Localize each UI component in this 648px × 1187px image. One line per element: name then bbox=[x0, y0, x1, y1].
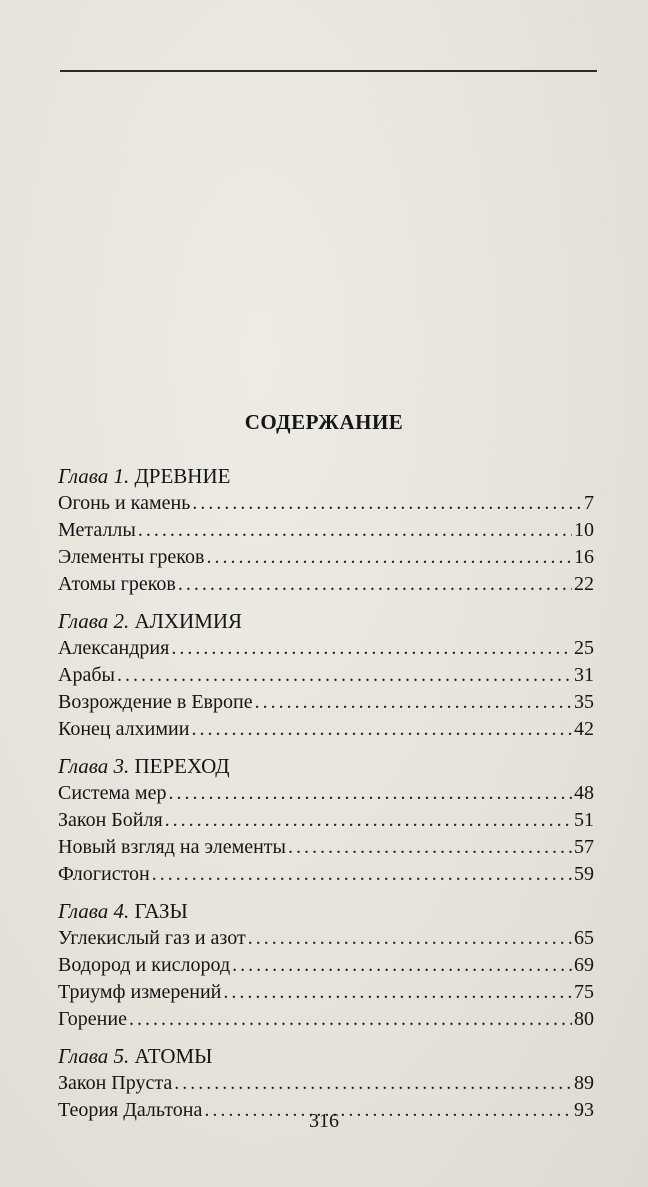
chapter-heading bbox=[58, 607, 594, 635]
toc-entry[interactable] bbox=[58, 780, 594, 807]
chapter-2 bbox=[58, 607, 594, 743]
entry-title: Металлы bbox=[58, 519, 136, 541]
entry-page: 59 bbox=[574, 863, 594, 885]
entry-title: Углекислый газ и азот bbox=[58, 927, 246, 949]
toc-entry[interactable] bbox=[58, 834, 594, 861]
dot-leader bbox=[178, 571, 572, 598]
entry-page: 69 bbox=[574, 954, 594, 976]
entry-page: 42 bbox=[574, 718, 594, 740]
chapter-label: Глава 2. bbox=[58, 609, 130, 633]
toc-title: СОДЕРЖАНИЕ bbox=[244, 410, 404, 434]
entry-title: Флогистон bbox=[58, 863, 150, 885]
dot-leader bbox=[171, 635, 572, 662]
chapter-label: Глава 3. bbox=[58, 754, 130, 778]
entry-page: 35 bbox=[574, 691, 594, 713]
toc-entry[interactable] bbox=[58, 517, 594, 544]
entry-title: Горение bbox=[58, 1008, 127, 1030]
page-number: 316 bbox=[309, 1110, 339, 1132]
dot-leader bbox=[168, 780, 572, 807]
entry-title: Закон Бойля bbox=[58, 809, 163, 831]
entry-page: 57 bbox=[574, 836, 594, 858]
dot-leader bbox=[191, 716, 572, 743]
entry-title: Закон Пруста bbox=[58, 1072, 173, 1094]
dot-leader bbox=[192, 490, 582, 517]
toc-entry[interactable] bbox=[58, 1006, 594, 1033]
entry-page: 7 bbox=[584, 492, 594, 514]
toc-entry[interactable] bbox=[58, 952, 594, 979]
table-of-contents bbox=[58, 462, 594, 1133]
chapter-heading bbox=[58, 1042, 594, 1070]
chapter-name: АТОМЫ bbox=[134, 1044, 213, 1068]
dot-leader bbox=[206, 544, 572, 571]
entry-page: 10 bbox=[574, 519, 594, 541]
chapter-name: ГАЗЫ bbox=[134, 899, 188, 923]
entry-title: Новый взгляд на элементы bbox=[58, 836, 286, 858]
entry-title: Возрождение в Европе bbox=[58, 691, 253, 713]
toc-entry[interactable] bbox=[58, 807, 594, 834]
chapter-1 bbox=[58, 462, 594, 598]
dot-leader bbox=[138, 517, 572, 544]
entry-title: Огонь и камень bbox=[58, 492, 191, 514]
entry-page: 93 bbox=[574, 1099, 594, 1121]
chapter-heading bbox=[58, 752, 594, 780]
entry-page: 80 bbox=[574, 1008, 594, 1030]
entry-page: 25 bbox=[574, 637, 594, 659]
dot-leader bbox=[255, 689, 572, 716]
toc-entry[interactable] bbox=[58, 925, 594, 952]
entry-page: 75 bbox=[574, 981, 594, 1003]
toc-entry[interactable] bbox=[58, 544, 594, 571]
dot-leader bbox=[223, 979, 572, 1006]
toc-entry[interactable] bbox=[58, 689, 594, 716]
dot-leader bbox=[232, 952, 572, 979]
entry-page: 89 bbox=[574, 1072, 594, 1094]
toc-entry[interactable] bbox=[58, 662, 594, 689]
chapter-name: ДРЕВНИЕ bbox=[134, 464, 231, 488]
dot-leader bbox=[117, 662, 572, 689]
chapter-name: АЛХИМИЯ bbox=[134, 609, 243, 633]
toc-entry[interactable] bbox=[58, 490, 594, 517]
entry-title: Теория Дальтона bbox=[58, 1099, 203, 1121]
entry-title: Александрия bbox=[58, 637, 170, 659]
chapter-label: Глава 1. bbox=[58, 464, 130, 488]
toc-entry[interactable] bbox=[58, 571, 594, 598]
entry-page: 48 bbox=[574, 782, 594, 804]
chapter-heading bbox=[58, 897, 594, 925]
chapter-label: Глава 5. bbox=[58, 1044, 130, 1068]
entry-title: Атомы греков bbox=[58, 573, 176, 595]
toc-entry[interactable] bbox=[58, 716, 594, 743]
toc-entry[interactable] bbox=[58, 861, 594, 888]
chapter-3 bbox=[58, 752, 594, 888]
entry-page: 16 bbox=[574, 546, 594, 568]
entry-title: Водород и кислород bbox=[58, 954, 231, 976]
entry-title: Арабы bbox=[58, 664, 115, 686]
chapter-name: ПЕРЕХОД bbox=[134, 754, 230, 778]
header-rule bbox=[60, 70, 597, 72]
entry-page: 22 bbox=[574, 573, 594, 595]
dot-leader bbox=[288, 834, 572, 861]
entry-title: Система мер bbox=[58, 782, 167, 804]
entry-page: 31 bbox=[574, 664, 594, 686]
chapter-heading bbox=[58, 462, 594, 490]
dot-leader bbox=[152, 861, 572, 888]
entry-page: 65 bbox=[574, 927, 594, 949]
chapter-label: Глава 4. bbox=[58, 899, 130, 923]
chapter-4 bbox=[58, 897, 594, 1033]
toc-entry[interactable] bbox=[58, 635, 594, 662]
entry-title: Триумф измерений bbox=[58, 981, 222, 1003]
toc-entry[interactable] bbox=[58, 1070, 594, 1097]
dot-leader bbox=[129, 1006, 572, 1033]
dot-leader bbox=[165, 807, 572, 834]
dot-leader bbox=[248, 925, 572, 952]
toc-entry[interactable] bbox=[58, 979, 594, 1006]
dot-leader bbox=[174, 1070, 572, 1097]
entry-page: 51 bbox=[574, 809, 594, 831]
entry-title: Элементы греков bbox=[58, 546, 205, 568]
entry-title: Конец алхимии bbox=[58, 718, 190, 740]
